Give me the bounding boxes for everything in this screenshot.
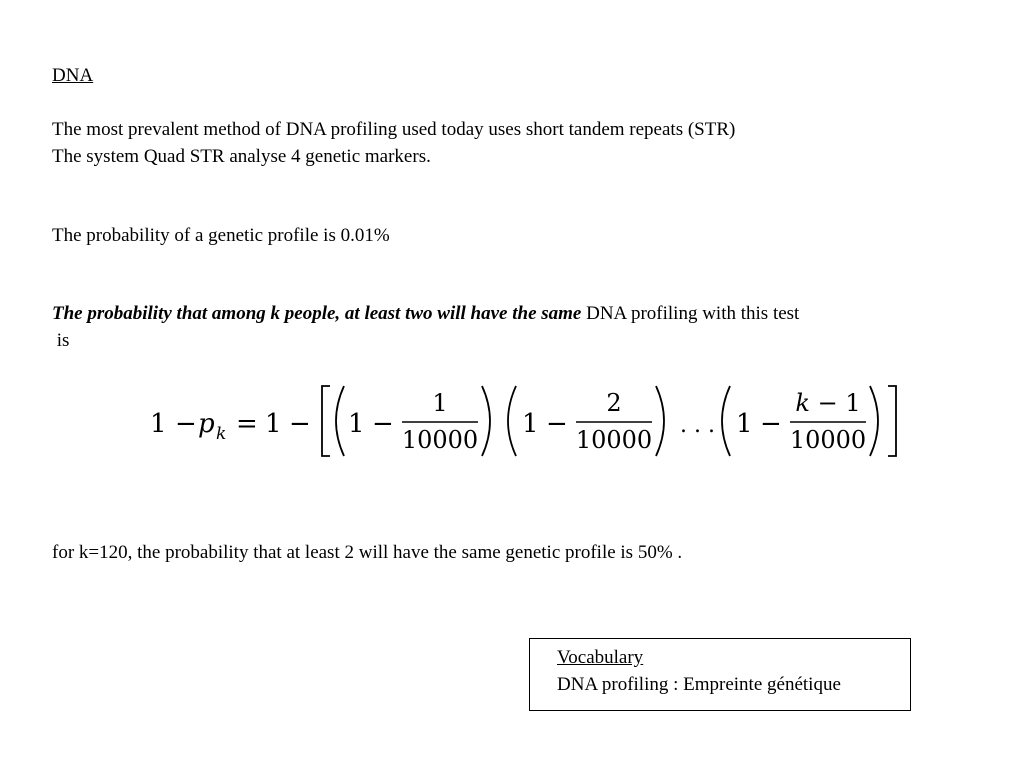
term1-denominator: 10000	[401, 426, 479, 454]
formula-rhs-minus: −	[289, 409, 311, 439]
vocabulary-title: Vocabulary	[557, 647, 644, 668]
term3-one: 1	[736, 409, 753, 439]
emphasized-statement: The probability that among k people, at least two will have the same	[52, 303, 582, 324]
term2-left-paren	[508, 386, 516, 456]
term3-numerator-rest: − 1	[809, 389, 861, 417]
formula-rhs-one: 1	[265, 409, 282, 439]
term3-numerator	[795, 389, 860, 417]
formula-lhs-p: p	[198, 409, 215, 439]
outer-left-bracket	[322, 386, 330, 456]
term3-minus: −	[760, 409, 782, 439]
slide-title: DNA	[52, 65, 94, 86]
outer-right-bracket	[888, 386, 896, 456]
term1-left-paren	[336, 386, 344, 456]
term3-right-paren	[870, 386, 878, 456]
term2-right-paren	[656, 386, 664, 456]
paragraph-profile-probability: The probability of a genetic profile is 0.01%	[52, 225, 390, 246]
term2-one: 1	[522, 409, 539, 439]
term1-one: 1	[348, 409, 365, 439]
statement-continuation: DNA profiling with this test	[581, 303, 800, 324]
term2-minus: −	[546, 409, 568, 439]
statement-ending: is	[52, 330, 70, 351]
formula-lhs-one: 1	[150, 409, 167, 439]
term2-numerator: 2	[606, 389, 622, 417]
paragraph-quad-str: The system Quad STR analyse 4 genetic markers.	[52, 146, 431, 167]
term2-denominator: 10000	[575, 426, 653, 454]
term1-right-paren	[482, 386, 490, 456]
term3-denominator: 10000	[789, 426, 867, 454]
paragraph-birthday-statement	[52, 302, 799, 326]
term1-numerator: 1	[432, 389, 448, 417]
vocabulary-box	[529, 638, 911, 711]
formula-equals: =	[236, 409, 258, 439]
term1-minus: −	[372, 409, 394, 439]
term3-numerator-variable: k	[795, 389, 810, 417]
formula-ellipsis: . . .	[680, 413, 715, 438]
paragraph-str-method: The most prevalent method of DNA profiling used today uses short tandem repeats (STR)	[52, 119, 736, 140]
probability-formula	[140, 378, 910, 468]
formula-svg	[140, 378, 910, 468]
paragraph-result: for k=120, the probability that at least 2 will have the same genetic profile is 50% .	[52, 542, 683, 563]
formula-lhs-subscript: k	[216, 424, 227, 444]
formula-lhs-minus: −	[175, 409, 197, 439]
term3-left-paren	[722, 386, 730, 456]
vocabulary-entry: DNA profiling : Empreinte génétique	[557, 674, 841, 695]
